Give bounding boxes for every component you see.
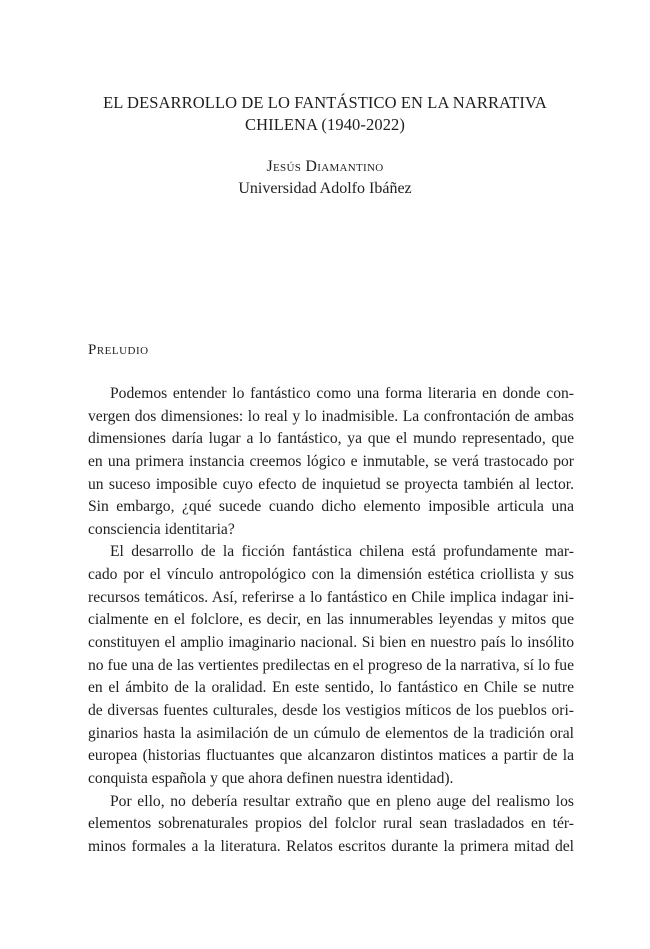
- title-line-2: CHILENA (1940-2022): [244, 115, 405, 134]
- paper-title: [70, 92, 580, 136]
- body-line: Por ello, no debería resultar extraño que en pleno auge del realismo los: [110, 792, 574, 810]
- body-line: dimensiones daría lugar a lo fantástico, ya que el mundo representado, que: [88, 430, 574, 448]
- body-line: conquista española y que ahora definen nuestra identidad).: [88, 769, 454, 787]
- body-line: cialmente en el folclore, es decir, en las innumerables leyendas y mitos que: [88, 611, 574, 629]
- title-line-1: EL DESARROLLO DE LO FANTÁSTICO EN LA NARRATIVA: [103, 93, 547, 112]
- body-line: un suceso imposible cuyo efecto de inquietud se proyecta también al lector.: [88, 475, 574, 493]
- body-line: constituyen el amplio imaginario nacional. Si bien en nuestro país lo insólito: [88, 634, 574, 652]
- body-line: cado por el vínculo antropológico con la dimensión estética criollista y sus: [88, 566, 574, 584]
- body-line: no fue una de las vertientes predilectas en el progreso de la narrativa, sí lo fue: [88, 656, 574, 674]
- body-line: consciencia identitaria?: [88, 520, 235, 538]
- author-block: [70, 156, 580, 200]
- body-line: ginarios hasta la asimilación de un cúmulo de elementos de la tradición oral: [88, 724, 574, 742]
- body-line: de diversas fuentes culturales, desde los vestigios míticos de los pueblos ori-: [88, 701, 574, 719]
- body-line: europea (historias fluctuantes que alcanzaron distintos matices a partir de la: [88, 747, 574, 765]
- body-line: Podemos entender lo fantástico como una forma literaria en donde con-: [110, 385, 574, 402]
- author-affiliation: Universidad Adolfo Ibáñez: [238, 180, 412, 197]
- body-line: en una primera instancia creemos lógico e inmutable, se verá trastocado por: [88, 452, 574, 470]
- body-line: vergen dos dimensiones: lo real y lo inadmisible. La confrontación de ambas: [88, 407, 574, 425]
- author-name: Jesús Diamantino: [266, 158, 384, 175]
- section-heading: Preludio: [88, 342, 149, 358]
- body-line: en el ámbito de la oralidad. En este sentido, lo fantástico en Chile se nutre: [88, 679, 574, 697]
- body-line: elementos sobrenaturales propios del folclor rural sean trasladados en tér-: [88, 815, 574, 833]
- body-line: recursos temáticos. Así, referirse a lo fantástico en Chile implica indagar ini-: [88, 588, 574, 606]
- body-line: Sin embargo, ¿qué sucede cuando dicho elemento imposible articula una: [88, 498, 574, 516]
- body-text: [88, 383, 574, 858]
- body-line: El desarrollo de la ficción fantástica chilena está profundamente mar-: [110, 543, 574, 561]
- body-line: minos formales a la literatura. Relatos escritos durante la primera mitad del: [88, 837, 574, 855]
